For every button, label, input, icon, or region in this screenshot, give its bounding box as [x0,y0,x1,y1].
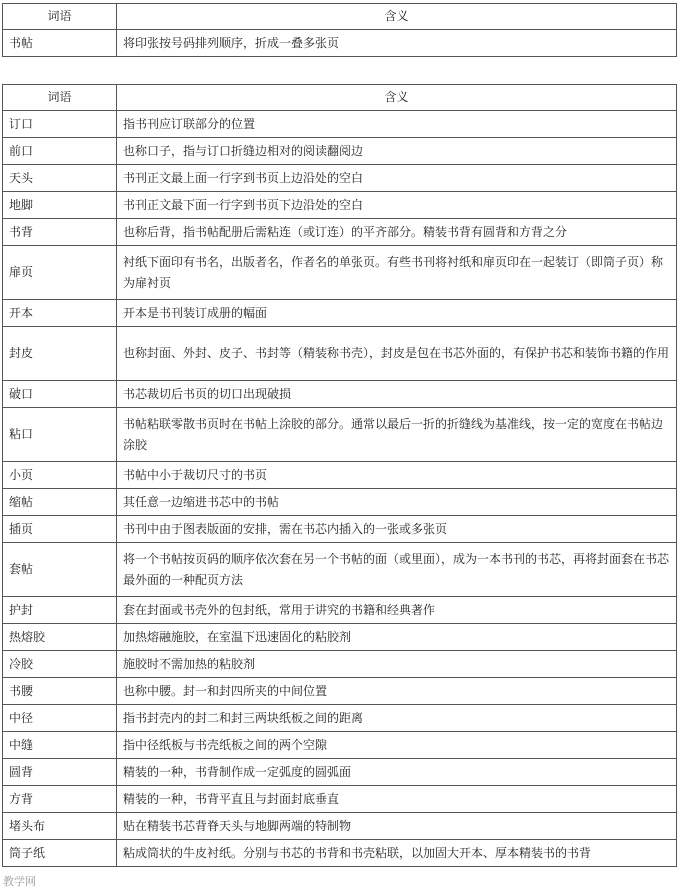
table-row [3,111,677,138]
meaning-cell: 书帖粘联零散书页时在书帖上涂胶的部分。通常以最后一折的折缝线为基准线，按一定的宽度在书帖边涂胶 [117,408,677,462]
table-row [3,516,677,543]
meaning-cell: 精装的一种，书背平直且与封面封底垂直 [117,786,677,813]
meaning-cell: 衬纸下面印有书名，出版者名，作者名的单张页。有些书刊将衬纸和扉页印在一起装订（即筒子页）称为扉衬页 [117,246,677,300]
term-cell: 中径 [3,705,117,732]
table-row [3,597,677,624]
header-meaning: 含义 [117,4,677,30]
term-cell: 破口 [3,381,117,408]
meaning-cell: 也称后背，指书帖配册后需粘连（或订连）的平齐部分。精装书背有圆背和方背之分 [117,219,677,246]
meaning-cell: 加热熔融施胶，在室温下迅速固化的粘胶剂 [117,624,677,651]
term-cell: 开本 [3,300,117,327]
header-term: 词语 [3,85,117,111]
meaning-cell: 书帖中小于裁切尺寸的书页 [117,462,677,489]
table-row [3,489,677,516]
table-row [3,138,677,165]
term-cell: 书帖 [3,30,117,57]
table-row [3,759,677,786]
term-cell: 冷胶 [3,651,117,678]
table-row [3,219,677,246]
table-row [3,624,677,651]
meaning-cell: 指书封壳内的封二和封三两块纸板之间的距离 [117,705,677,732]
meaning-cell: 精装的一种，书背制作成一定弧度的圆弧面 [117,759,677,786]
meaning-cell: 书芯裁切后书页的切口出现破损 [117,381,677,408]
meaning-cell: 指书刊应订联部分的位置 [117,111,677,138]
meaning-cell: 施胶时不需加热的粘胶剂 [117,651,677,678]
meaning-cell: 其任意一边缩进书芯中的书帖 [117,489,677,516]
term-cell: 前口 [3,138,117,165]
meaning-cell: 书刊中由于图表版面的安排，需在书芯内插入的一张或多张页 [117,516,677,543]
table-row [3,543,677,597]
term-cell: 套帖 [3,543,117,597]
meaning-cell: 书刊正文最下面一行字到书页下边沿处的空白 [117,192,677,219]
term-cell: 中缝 [3,732,117,759]
table-row [3,327,677,381]
table-row [3,30,677,57]
meaning-cell: 粘成筒状的牛皮衬纸。分别与书芯的书背和书壳粘联，以加固大开本、厚本精装书的书背 [117,840,677,867]
term-cell: 书腰 [3,678,117,705]
table-row [3,705,677,732]
meaning-cell: 贴在精装书芯背脊天头与地脚两端的特制物 [117,813,677,840]
watermark-text: 教学网 [3,875,36,888]
term-cell: 堵头布 [3,813,117,840]
meaning-cell: 将印张按号码排列顺序，折成一叠多张页 [117,30,677,57]
term-cell: 扉页 [3,246,117,300]
term-cell: 书背 [3,219,117,246]
meaning-cell: 开本是书刊装订成册的幅面 [117,300,677,327]
meaning-cell: 指中径纸板与书壳纸板之间的两个空隙 [117,732,677,759]
watermark [3,873,36,889]
term-cell: 筒子纸 [3,840,117,867]
definition-table-main [2,84,677,867]
table-row [3,165,677,192]
definition-table-top [2,3,677,57]
table-row [3,651,677,678]
meaning-cell: 套在封面或书壳外的包封纸，常用于讲究的书籍和经典著作 [117,597,677,624]
table-row [3,732,677,759]
table-header-row [3,4,677,30]
table-row [3,462,677,489]
table-row [3,786,677,813]
term-cell: 小页 [3,462,117,489]
term-cell: 护封 [3,597,117,624]
term-cell: 粘口 [3,408,117,462]
term-cell: 缩帖 [3,489,117,516]
term-cell: 订口 [3,111,117,138]
table-row [3,813,677,840]
meaning-cell: 也称口子，指与订口折缝边相对的阅读翻阅边 [117,138,677,165]
meaning-cell: 书刊正文最上面一行字到书页上边沿处的空白 [117,165,677,192]
term-cell: 热熔胶 [3,624,117,651]
table-row [3,408,677,462]
table-row [3,192,677,219]
header-meaning: 含义 [117,85,677,111]
table-row [3,300,677,327]
term-cell: 封皮 [3,327,117,381]
meaning-cell: 也称中腰。封一和封四所夹的中间位置 [117,678,677,705]
term-cell: 天头 [3,165,117,192]
table-row [3,246,677,300]
term-cell: 地脚 [3,192,117,219]
table-row [3,840,677,867]
table-header-row [3,85,677,111]
term-cell: 插页 [3,516,117,543]
meaning-cell: 也称封面、外封、皮子、书封等（精装称书壳），封皮是包在书芯外面的，有保护书芯和装饰书籍的作用 [117,327,677,381]
meaning-cell: 将一个书帖按页码的顺序依次套在另一个书帖的面（或里面），成为一本书刊的书芯，再将封面套在书芯最外面的一种配页方法 [117,543,677,597]
header-term: 词语 [3,4,117,30]
term-cell: 方背 [3,786,117,813]
table-row [3,678,677,705]
term-cell: 圆背 [3,759,117,786]
table-row [3,381,677,408]
